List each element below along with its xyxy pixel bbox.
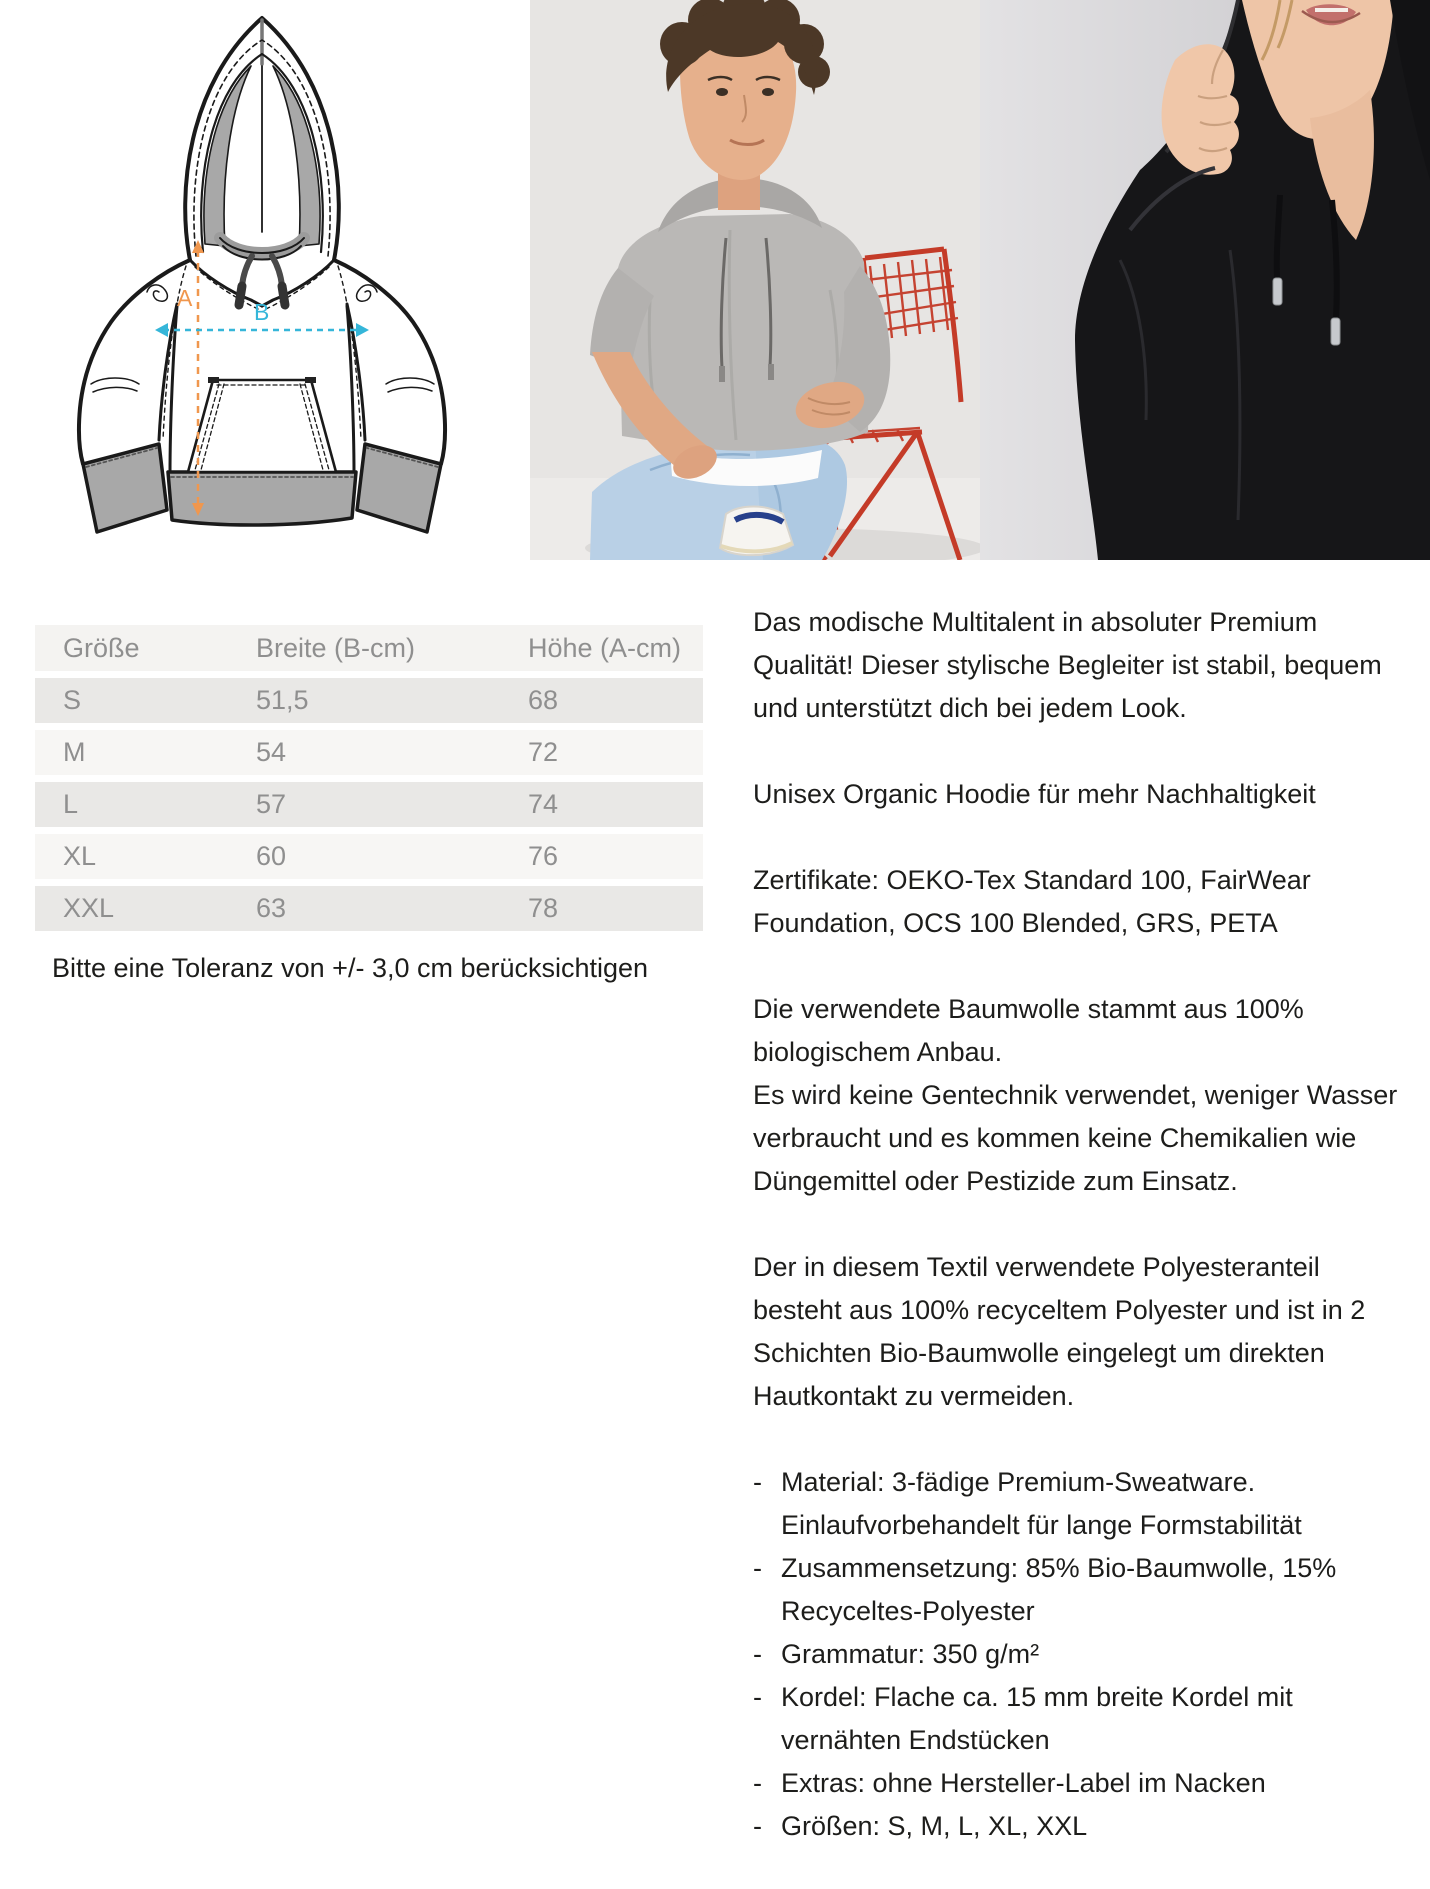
cell-size: S (63, 685, 82, 715)
size-table-header-row (35, 625, 703, 671)
size-table-row-xxl (35, 886, 703, 931)
photo-model-grey-hoodie (530, 0, 980, 560)
size-table-row-l (35, 782, 703, 827)
cell-hoehe: 78 (528, 893, 559, 923)
size-table-row-s (35, 678, 703, 723)
cell-hoehe: 76 (528, 841, 559, 871)
cell-size: XXL (63, 893, 115, 923)
woman-black-hoodie-illustration (980, 0, 1430, 560)
size-table (35, 625, 703, 938)
cuff-right (357, 444, 441, 532)
description-text: Der in diesem Textil verwendete Polyesteranteil besteht aus 100% recyceltem Polyester und ist in 2 Schichten Bio-Baumwolle eingelegt um direkten Hautkontakt zu vermeiden. (753, 1252, 1366, 1411)
cell-size: XL (63, 841, 97, 871)
description-text: Es wird keine Gentechnik verwendet, weniger Wasser verbraucht und es kommen keine Chemikalien wie Düngemittel oder Pestizide zum Einsatz. (753, 1080, 1398, 1196)
spec-item-grammatur (753, 1633, 1401, 1676)
col-header-groesse: Größe (63, 632, 140, 663)
description-certificates (753, 859, 1401, 945)
sneaker (720, 507, 793, 556)
spec-text: Grammatur: 350 g/m² (781, 1639, 1040, 1669)
cell-hoehe: 72 (528, 737, 559, 767)
photo-model-black-hoodie (980, 0, 1430, 560)
product-description (753, 601, 1401, 1848)
col-header-breite: Breite (B-cm) (256, 632, 416, 663)
bullet-dash: - (753, 1467, 762, 1497)
label-b: B (254, 299, 270, 325)
tolerance-note: Bitte eine Toleranz von +/- 3,0 cm berücksichtigen (52, 953, 649, 983)
cell-breite: 57 (256, 789, 287, 819)
description-cotton (753, 988, 1401, 1203)
spec-text: Kordel: Flache ca. 15 mm breite Kordel mit vernähten Endstücken (781, 1682, 1293, 1755)
hem-band (168, 472, 356, 525)
description-text: Unisex Organic Hoodie für mehr Nachhaltigkeit (753, 779, 1316, 809)
cell-breite: 60 (256, 841, 287, 871)
cell-breite: 54 (256, 737, 287, 767)
description-text: Das modische Multitalent in absoluter Premium Qualität! Dieser stylische Begleiter ist stabil, bequem und unterstützt dich bei jedem Look. (753, 607, 1382, 723)
cell-size: L (63, 789, 79, 819)
spec-text: Extras: ohne Hersteller-Label im Nacken (781, 1768, 1266, 1798)
description-text: Zertifikate: OEKO-Tex Standard 100, FairWear Foundation, OCS 100 Blended, GRS, PETA (753, 865, 1311, 938)
bullet-dash: - (753, 1682, 762, 1712)
spec-item-material (753, 1461, 1401, 1547)
size-table-row-xl (35, 834, 703, 879)
label-a: A (177, 285, 193, 311)
kangaroo-pocket (188, 377, 336, 472)
description-intro (753, 601, 1401, 730)
hoodie-measurement-sketch-panel (0, 0, 530, 560)
cell-breite: 51,5 (256, 685, 309, 715)
spec-item-extras (753, 1762, 1401, 1805)
spec-bullet-list (753, 1461, 1401, 1848)
spec-item-groessen (753, 1805, 1401, 1848)
spec-item-zusammensetzung (753, 1547, 1401, 1633)
cell-breite: 63 (256, 893, 287, 923)
hoodie-measurement-sketch (55, 4, 450, 549)
man-grey-hoodie-illustration (530, 0, 980, 560)
col-header-hoehe: Höhe (A-cm) (528, 632, 682, 663)
bullet-dash: - (753, 1811, 762, 1841)
cell-size: M (63, 737, 86, 767)
spec-text: Material: 3-fädige Premium-Sweatware. Einlaufvorbehandelt für lange Formstabilität (781, 1467, 1302, 1540)
cell-hoehe: 74 (528, 789, 559, 819)
spec-item-kordel (753, 1676, 1401, 1762)
bullet-dash: - (753, 1553, 762, 1583)
bullet-dash: - (753, 1768, 762, 1798)
spec-text: Zusammensetzung: 85% Bio-Baumwolle, 15% Recyceltes-Polyester (781, 1553, 1337, 1626)
size-table-row-m (35, 730, 703, 775)
spec-text: Größen: S, M, L, XL, XXL (781, 1811, 1088, 1841)
description-polyester (753, 1246, 1401, 1418)
description-sustainability (753, 773, 1401, 816)
description-text: Die verwendete Baumwolle stammt aus 100% biologischem Anbau. (753, 994, 1304, 1067)
cell-hoehe: 68 (528, 685, 559, 715)
cuff-left (83, 444, 167, 532)
bullet-dash: - (753, 1639, 762, 1669)
